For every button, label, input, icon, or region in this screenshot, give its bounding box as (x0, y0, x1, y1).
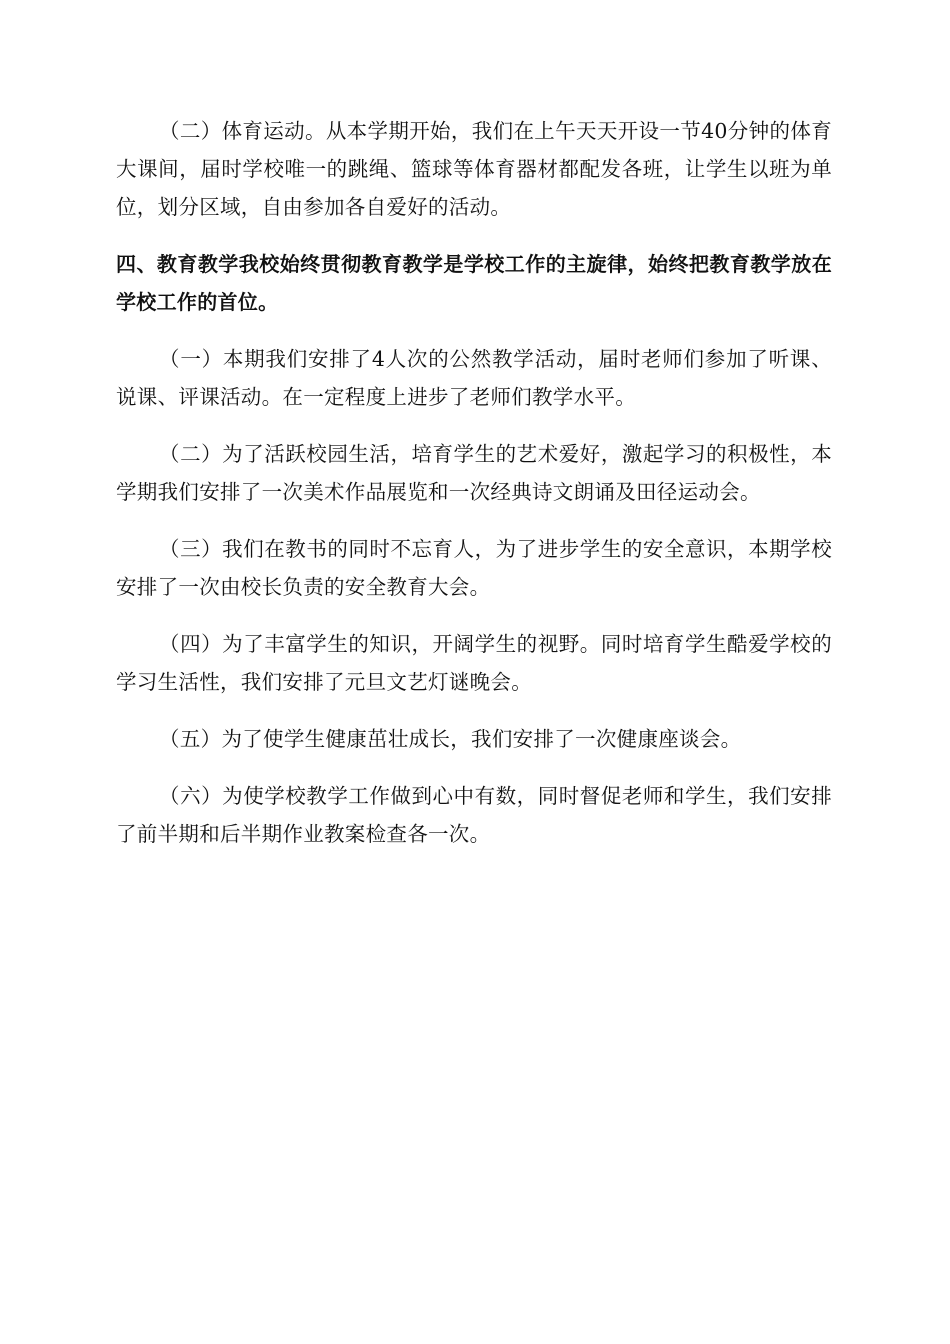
paragraph-art-activities: （二）为了活跃校园生活，培育学生的艺术爱好，激起学习的积极性，本学期我们安排了一次美术作品展览和一次经典诗文朗诵及田径运动会。 (116, 442, 832, 504)
paragraph-health-talk: （五）为了使学生健康茁壮成长，我们安排了一次健康座谈会。 (159, 727, 742, 751)
paragraph-safety-education: （三）我们在教书的同时不忘育人，为了进步学生的安全意识，本期学校安排了一次由校长负责的安全教育大会。 (116, 537, 832, 599)
paragraph-open-lessons: （一）本期我们安排了4人次的公然教学活动，届时老师们参加了听课、说课、评课活动。在一定程度上进步了老师们教学水平。 (116, 347, 832, 409)
paragraph-sports: （二）体育运动。从本学期开始，我们在上午天天开设一节40分钟的体育大课间，届时学校唯一的跳绳、篮球等体育器材都配发各班，让学生以班为单位，划分区域，自由参加各自爱好的活动。 (116, 119, 832, 219)
document-page (116, 112, 832, 872)
paragraph-homework-check: （六）为使学校教学工作做到心中有数，同时督促老师和学生，我们安排了前半期和后半期作业教案检查各一次。 (116, 784, 832, 846)
section-heading-teaching: 四、教育教学我校始终贯彻教育教学是学校工作的主旋律，始终把教育教学放在学校工作的首位。 (116, 252, 832, 314)
paragraph-new-year-party: （四）为了丰富学生的知识，开阔学生的视野。同时培育学生酷爱学校的学习生活性，我们安排了元旦文艺灯谜晚会。 (116, 632, 832, 694)
